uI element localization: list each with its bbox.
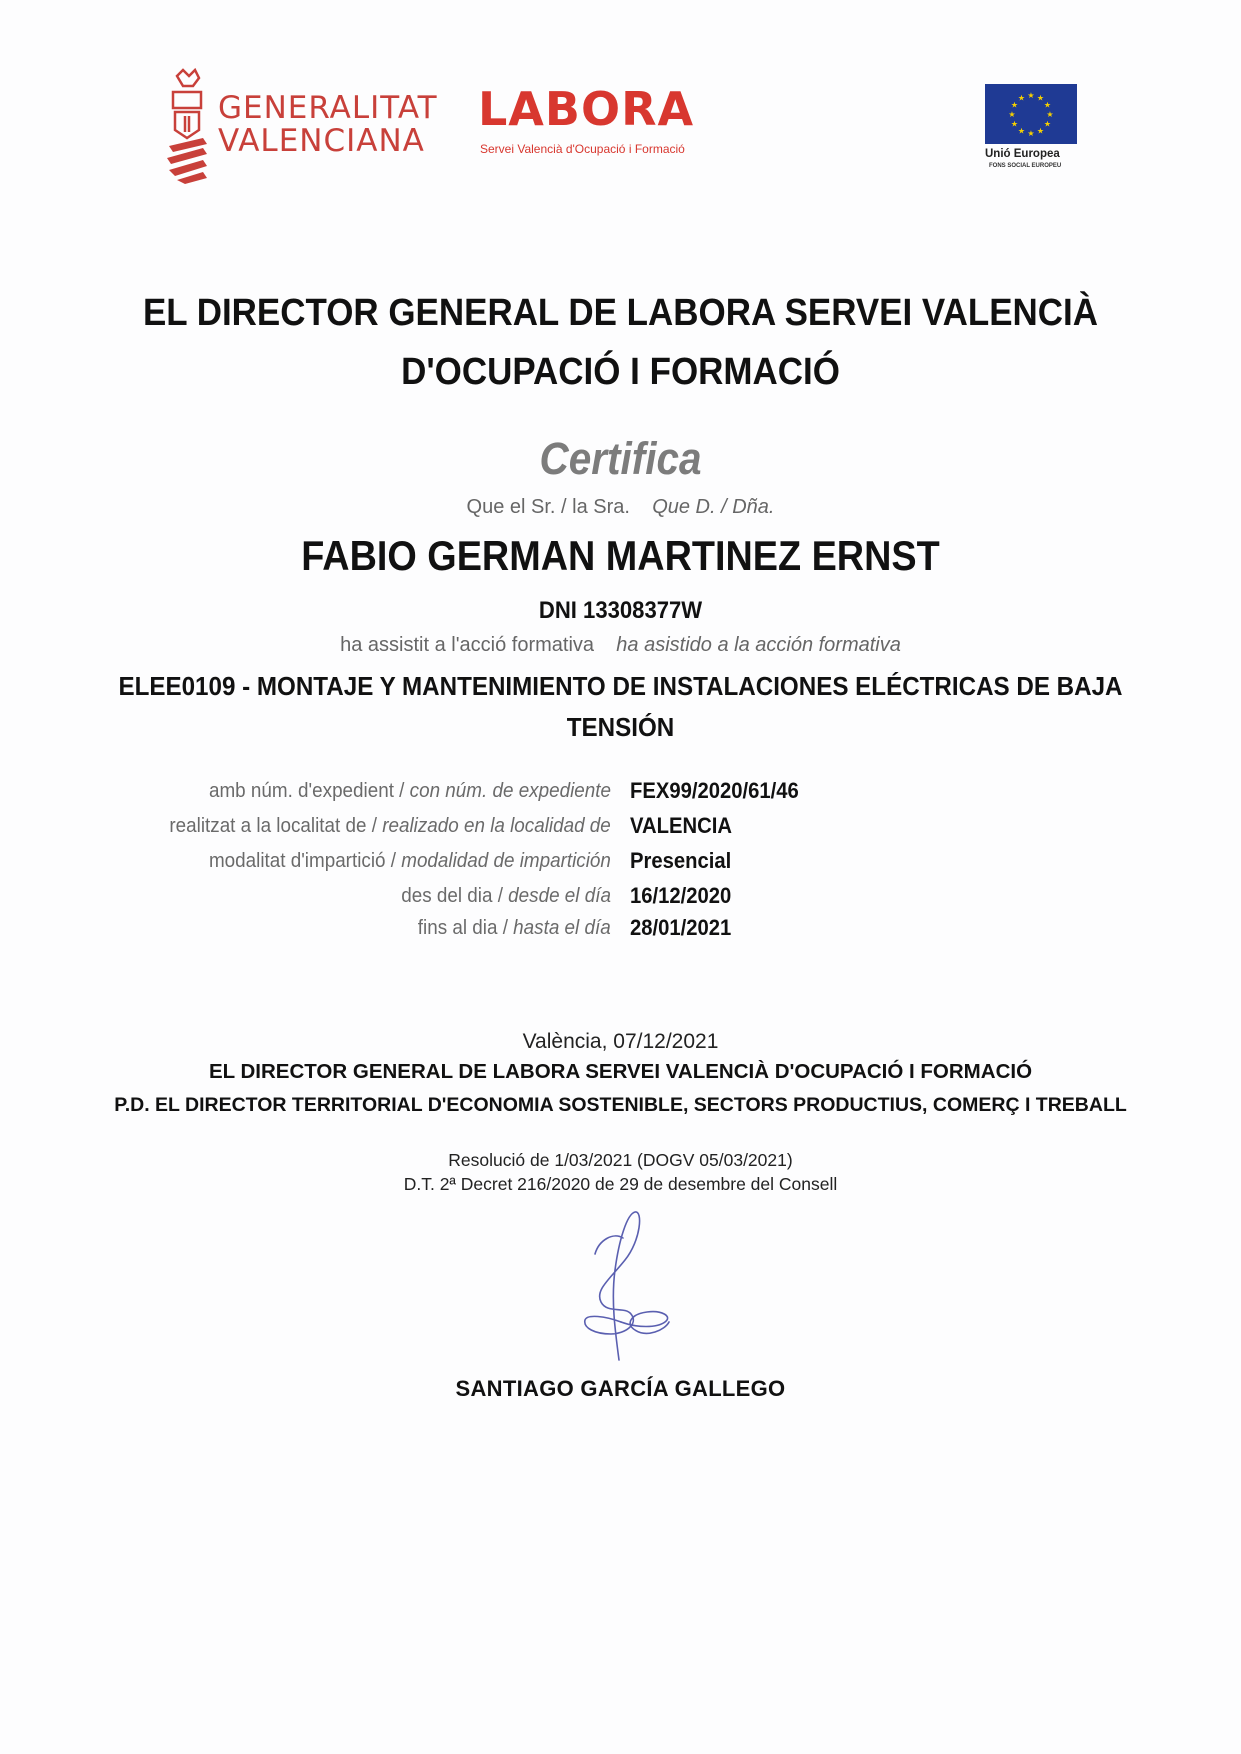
labora-logo — [478, 82, 718, 164]
eu-star-icon: ★ — [1027, 91, 1035, 100]
eu-star-icon: ★ — [1010, 100, 1019, 110]
eu-flag-icon — [985, 84, 1077, 144]
eu-star-icon: ★ — [1036, 126, 1045, 136]
assist-label-es: ha asistido a la acción formativa — [616, 634, 901, 656]
eu-star-icon: ★ — [1043, 100, 1052, 110]
detail-value-end-date: 28/01/2021 — [630, 915, 732, 940]
detail-value-start-date: 16/12/2020 — [630, 883, 732, 908]
person-dni: DNI 13308377W — [538, 597, 703, 624]
issuer-heading — [50, 284, 1192, 402]
assist-label — [0, 634, 1241, 657]
que-label-es: Que D. / Dña. — [652, 496, 775, 518]
eu-star-icon: ★ — [1036, 93, 1045, 103]
signer-name: SANTIAGO GARCÍA GALLEGO — [455, 1376, 786, 1401]
resolution-reference: Resolució de 1/03/2021 (DOGV 05/03/2021) — [448, 1150, 793, 1170]
eu-fund-name: FONS SOCIAL EUROPEU — [989, 163, 1062, 169]
signatory-delegation: P.D. EL DIRECTOR TERRITORIAL D'ECONOMIA SOSTENIBLE, SECTORS PRODUCTIUS, COMERÇ I TREBALL — [114, 1094, 1127, 1116]
course-title — [43, 666, 1197, 748]
eu-star-icon: ★ — [1027, 129, 1035, 138]
generalitat-wordmark: GENERALITAT VALENCIANA — [218, 90, 438, 159]
detail-label: des del dia / desde el día — [401, 884, 611, 907]
detail-label: fins al dia / hasta el día — [418, 916, 611, 939]
course-title-line2: TENSIÓN — [566, 712, 675, 742]
eu-star-icon: ★ — [1008, 110, 1016, 119]
generalitat-shield-icon — [163, 68, 213, 184]
eu-star-icon: ★ — [1046, 110, 1054, 119]
que-label — [0, 496, 1241, 519]
eu-star-icon: ★ — [1043, 119, 1052, 129]
eu-logo — [985, 84, 1079, 176]
eu-star-icon: ★ — [1017, 93, 1026, 103]
signatory-title: EL DIRECTOR GENERAL DE LABORA SERVEI VALENCIÀ D'OCUPACIÓ I FORMACIÓ — [208, 1060, 1033, 1083]
detail-label: modalitat d'impartició / modalidad de impartición — [209, 849, 611, 872]
que-label-ca: Que el Sr. / la Sra. — [466, 496, 630, 518]
place-date: València, 07/12/2021 — [522, 1030, 719, 1053]
generalitat-valenciana-logo — [163, 68, 438, 184]
labora-wordmark: LABORA — [478, 82, 695, 136]
issuer-heading-line2: D'OCUPACIÓ I FORMACIÓ — [401, 351, 840, 393]
issuer-heading-line1: EL DIRECTOR GENERAL DE LABORA SERVEI VALENCIÀ — [142, 292, 1099, 334]
eu-star-icon: ★ — [1010, 119, 1019, 129]
handwritten-signature — [565, 1210, 685, 1362]
detail-label: realitzat a la localitat de / realizado en la localidad de — [169, 814, 611, 837]
detail-value-modalitat: Presencial — [630, 848, 732, 873]
eu-star-icon: ★ — [1017, 126, 1026, 136]
certifica-title: Certifica — [539, 433, 702, 484]
labora-subtitle: Servei Valencià d'Ocupació i Formació — [480, 142, 685, 156]
course-title-line1: ELEE0109 - MONTAJE Y MANTENIMIENTO DE INSTALACIONES ELÉCTRICAS DE BAJA — [118, 671, 1123, 701]
eu-name: Unió Europea — [985, 148, 1060, 160]
decree-reference: D.T. 2ª Decret 216/2020 de 29 de desembre del Consell — [403, 1174, 838, 1194]
person-name: FABIO GERMAN MARTINEZ ERNST — [301, 532, 940, 579]
detail-value-localitat: VALENCIA — [630, 813, 732, 838]
assist-label-ca: ha assistit a l'acció formativa — [340, 634, 595, 656]
detail-label: amb núm. d'expedient / con núm. de expediente — [208, 779, 611, 802]
detail-value-expedient: FEX99/2020/61/46 — [630, 778, 799, 803]
